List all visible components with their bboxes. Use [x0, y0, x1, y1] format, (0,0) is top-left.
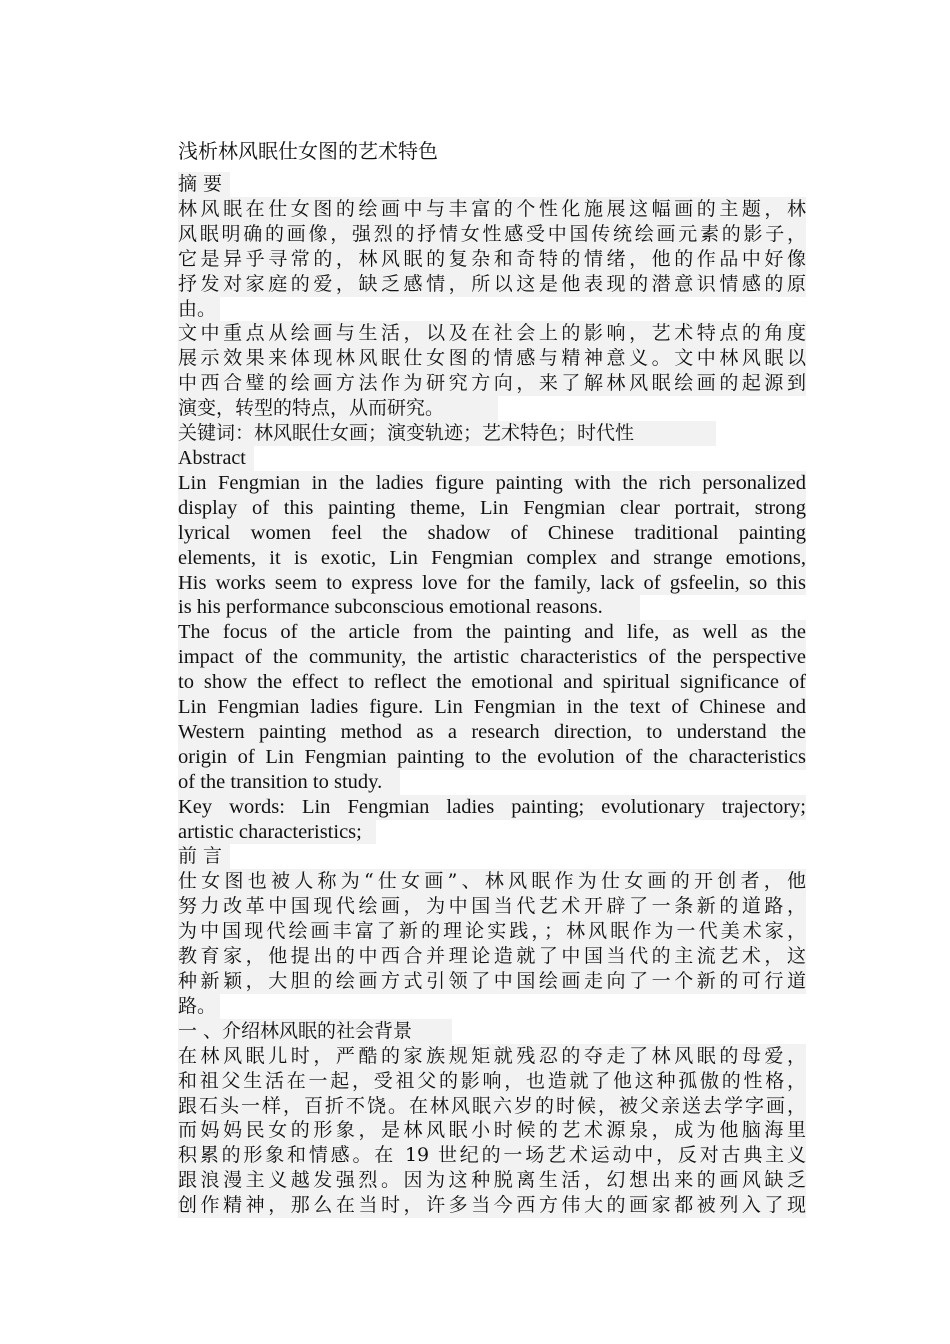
text-line: The focus of the article from the painting and life, as well as the	[178, 621, 806, 644]
preface-paragraph	[178, 869, 806, 1018]
text-line: 在林风眠儿时，严酷的家族规矩就残忍的夺走了林风眠的母爱，	[178, 1044, 806, 1067]
page-title: 浅析林风眠仕女图的艺术特色	[178, 139, 438, 163]
text-line: 和祖父生活在一起，受祖父的影响，也造就了他这种孤傲的性格，	[178, 1069, 806, 1092]
text-line: Western painting method as a research direction, to understand the	[178, 720, 806, 743]
section-1-paragraph	[178, 1044, 806, 1218]
text-line: 跟浪漫主义越发强烈。因为这种脱离生活，幻想出来的画风缺乏	[178, 1169, 806, 1192]
abstract-en-paragraph-2	[178, 620, 806, 794]
text-line: 风眠明确的画像，强烈的抒情女性感受中国传统绘画元素的影子，	[178, 222, 806, 245]
text-line: 创作精神，那么在当时，许多当今西方伟大的画家都被列入了现	[178, 1194, 806, 1217]
text-line: 而妈妈民女的形象，是林风眠小时候的艺术源泉，成为他脑海里	[178, 1119, 806, 1142]
preface-heading: 前 言	[178, 844, 230, 869]
text-line: display of this painting theme, Lin Fengmian clear portrait, strong	[178, 496, 806, 519]
abstract-cn-paragraph-2	[178, 321, 806, 421]
text-line: 路。	[178, 994, 220, 1019]
text-line: is his performance subconscious emotional reasons.	[178, 595, 640, 620]
text-line: 种新颖，大胆的绘画方式引领了中国绘画走向了一个新的可行道	[178, 970, 806, 992]
text-line: 为中国现代绘画丰富了新的理论实践，；林风眠作为一代美术家，	[178, 920, 806, 943]
text-line: 林风眠在仕女图的绘画中与丰富的个性化施展这幅画的主题，林	[178, 197, 806, 220]
text-line: Lin Fengmian ladies figure. Lin Fengmian in the text of Chinese and	[178, 696, 806, 719]
document-page	[178, 136, 806, 1218]
text-line: 积累的形象和情感。在 19 世纪的一场艺术运动中，反对古典主义	[178, 1144, 806, 1167]
text-line: 教育家，他提出的中西合并理论造就了中国当代的主流艺术，这	[178, 945, 806, 968]
section-1-heading: 一 、介绍林风眠的社会背景	[178, 1019, 452, 1044]
text-line: origin of Lin Fengmian painting to the evolution of the characteristics	[178, 745, 806, 768]
text-line: 文中重点从绘画与生活，以及在社会上的影响，艺术特点的角度	[178, 322, 806, 345]
text-line: Key words: Lin Fengmian ladies painting; evolutionary trajectory;	[178, 795, 806, 818]
abstract-heading: 摘 要	[178, 172, 230, 197]
text-line: to show the effect to reflect the emotional and spiritual significance of	[178, 671, 806, 694]
text-line: impact of the community, the artistic characteristics of the perspective	[178, 646, 806, 669]
text-line: 努力改革中国现代绘画，为中国当代艺术开辟了一条新的道路，	[178, 895, 806, 918]
keywords-en	[178, 795, 806, 845]
text-line: His works seem to express love for the family, lack of gsfeelin, so this	[178, 571, 806, 594]
text-line: of the transition to study.	[178, 770, 400, 795]
text-line: 跟石头一样，百折不饶。在林风眠六岁的时候，被父亲送去学字画，	[178, 1094, 806, 1117]
text-line: 抒发对家庭的爱，缺乏感情，所以这是他表现的潜意识情感的原	[178, 272, 806, 295]
text-line: 演变，转型的特点，从而研究。	[178, 396, 498, 421]
text-line: 由。	[178, 297, 220, 322]
text-line: 仕女图也被人称为“仕女画”、林风眠作为仕女画的开创者，他	[178, 870, 806, 893]
abstract-en-heading: Abstract	[178, 446, 254, 471]
abstract-en-paragraph-1	[178, 471, 806, 620]
keywords-cn: 关键词：林风眠仕女画；演变轨迹；艺术特色；时代性	[178, 421, 716, 446]
text-line: 展示效果来体现林风眠仕女图的情感与精神意义。文中林风眠以	[178, 347, 806, 370]
abstract-cn-paragraph-1	[178, 197, 806, 322]
text-line: Lin Fengmian in the ladies figure painting with the rich personalized	[178, 471, 806, 494]
text-line: elements, it is exotic, Lin Fengmian complex and strange emotions,	[178, 546, 806, 569]
text-line: 中西合璧的绘画方法作为研究方向，来了解林风眠绘画的起源到	[178, 372, 806, 395]
text-line: 它是异乎寻常的，林风眠的复杂和奇特的情绪，他的作品中好像	[178, 247, 806, 270]
text-line: lyrical women feel the shadow of Chinese traditional painting	[178, 521, 806, 544]
text-line: artistic characteristics;	[178, 820, 376, 845]
